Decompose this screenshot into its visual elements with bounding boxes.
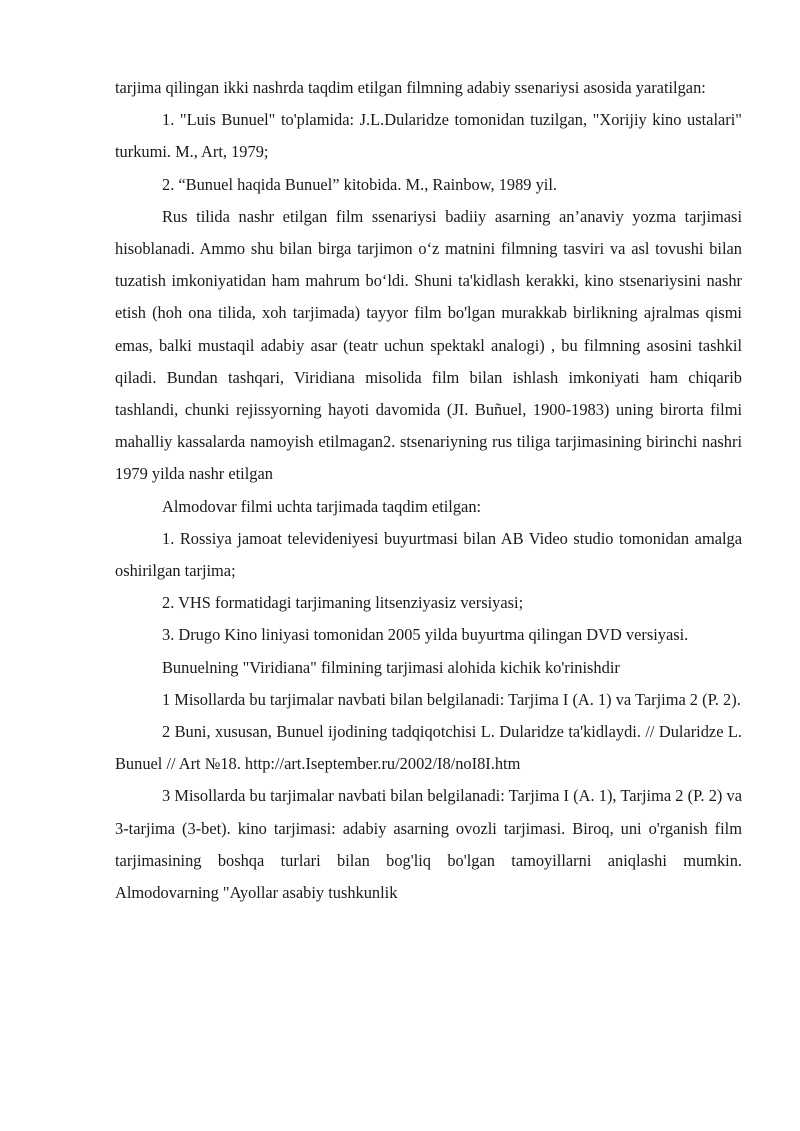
paragraph-intro: tarjima qilingan ikki nashrda taqdim etilgan filmning adabiy ssenariysi asosida yaratilgan: <box>115 78 706 97</box>
list-item-translation-3: 3. Drugo Kino liniyasi tomonidan 2005 yilda buyurtma qilingan DVD versiyasi. <box>162 625 689 645</box>
paragraph-almodovar-intro: Almodovar filmi uchta tarjimada taqdim etilgan: <box>162 496 482 516</box>
document-page <box>115 72 742 909</box>
list-item-source-1: 1. "Luis Bunuel" to'plamida: J.L.Dularidze tomonidan tuzilgan, "Xorijiy kino ustalari" turkumi. M., Art, 1979; <box>115 110 742 162</box>
paragraph-russian-screenplay: Rus tilida nashr etilgan film ssenariysi badiiy asarning an’anaviy yozma tarjimasi hisoblanadi. Ammo shu bilan birga tarjimon o‘z matnini filmning tasviri va asl tovushi bilan tuzatish imkoniyatidan ham mahrum bo‘ldi. Shuni ta'kidlash kerakki, kino stsenariysini nashr etish (hoh ona tilida, xoh tarjimada) tayyor film bo'lgan murakkab birlikning ajralmas qismi emas, balki mustaqil adabiy asar (teatr uchun spektakl analogi) , bu filmning asosini tashkil qiladi. Bundan tashqari, Viridiana misolida film bilan ishlash imkoniyati ham chiqarib tashlandi, chunki rejissyorning hayoti davomida (JI. Buñuel, 1900-1983) uning birorta filmi mahalliy kassalarda namoyish etilmagan2. stsenariyning rus tiliga tarjimasining birinchi nashri 1979 yilda nashr etilgan <box>115 206 742 484</box>
list-item-translation-1: 1. Rossiya jamoat televideniyesi buyurtmasi bilan AB Video studio tomonidan amalga oshirilgan tarjima; <box>115 528 742 581</box>
list-item-translation-2: 2. VHS formatidagi tarjimaning litsenziyasiz versiyasi; <box>162 593 524 613</box>
footnote-1: 1 Misollarda bu tarjimalar navbati bilan belgilanadi: Tarjima I (A. 1) va Tarjima 2 (P. 2). <box>162 689 741 709</box>
paragraph-viridiana: Bunuelning "Viridiana" filmining tarjimasi alohida kichik ko'rinishdir <box>162 657 620 677</box>
list-item-source-2: 2. “Bunuel haqida Bunuel” kitobida. M., Rainbow, 1989 yil. <box>162 174 557 194</box>
footnote-3: 3 Misollarda bu tarjimalar navbati bilan belgilanadi: Tarjima I (A. 1), Tarjima 2 (P. 2) va 3-tarjima (3-bet). kino tarjimasi: adabiy asarning ovozli tarjimasi. Biroq, uni o'rganish film tarjimasining boshqa turlari bilan bog'liq bo'lgan tamoyillarni aniqlashi mumkin. Almodovarning "Ayollar asabiy tushkunlik <box>115 786 742 903</box>
footnote-2: 2 Buni, xususan, Bunuel ijodining tadqiqotchisi L. Dularidze ta'kidlaydi. // Dularidze L. Bunuel // Art №18. http://art.Iseptember.ru/2002/I8/noI8I.htm <box>115 722 742 774</box>
